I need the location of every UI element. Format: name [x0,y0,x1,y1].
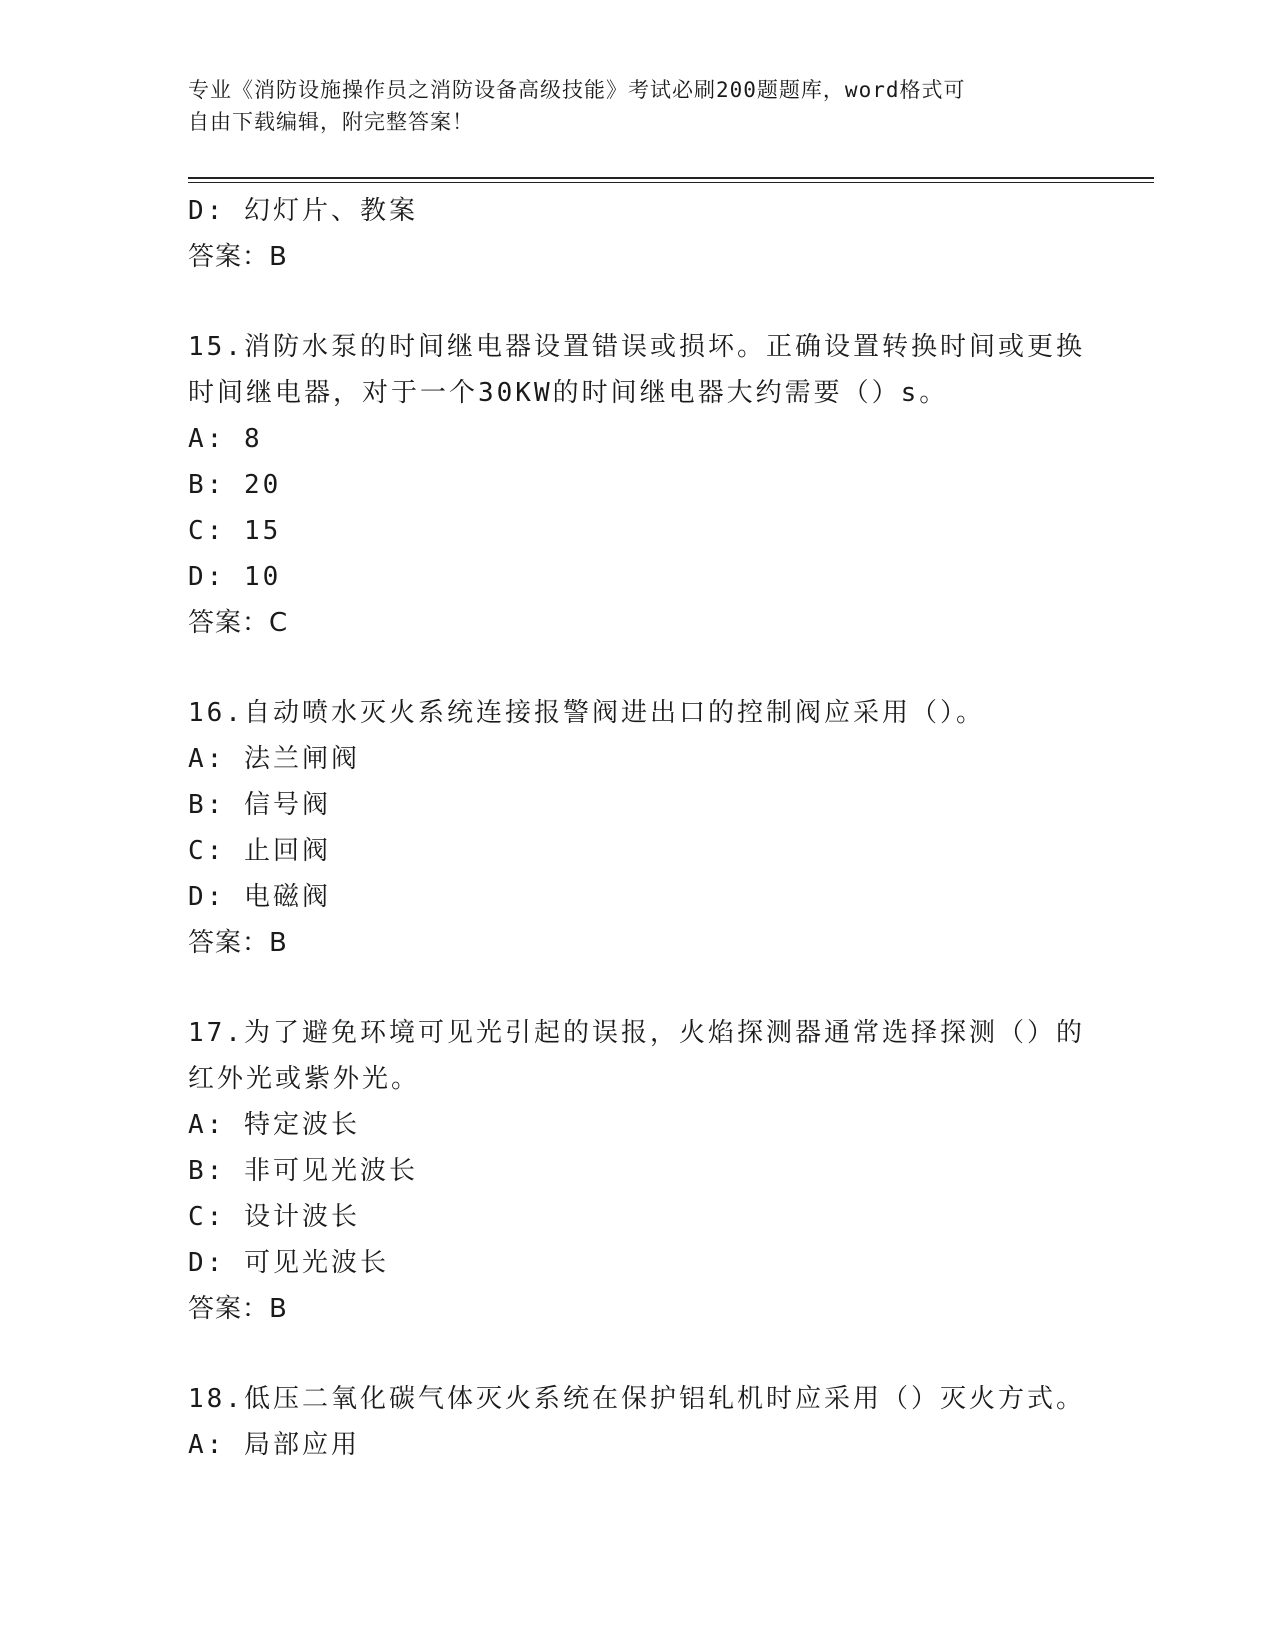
option-c: C: 设计波长 [188,1202,360,1232]
option-a: A: 法兰闸阀 [188,744,360,774]
question-18 [188,1376,1085,1468]
question-stem-line: 时间继电器，对于一个30KW的时间继电器大约需要（）s。 [188,378,949,408]
question-15 [188,324,1085,646]
header-rule-thin [188,182,1154,183]
header-rule-thick [188,177,1154,179]
option-a: A: 特定波长 [188,1110,360,1140]
option-b: B: 20 [188,470,282,500]
option-d: D: 可见光波长 [188,1248,389,1278]
page-header [188,74,1088,138]
answer-line: 答案：C [188,608,289,638]
option-b: B: 信号阀 [188,790,331,820]
header-line-1: 专业《消防设施操作员之消防设备高级技能》考试必刷200题题库，word格式可 [188,78,966,102]
option-a: A: 8 [188,424,263,454]
option-b: B: 非可见光波长 [188,1156,418,1186]
spacer [188,280,1068,324]
question-16 [188,690,1068,966]
question-stem-line: 红外光或紫外光。 [188,1064,421,1094]
spacer [188,966,1068,1010]
answer-line: 答案：B [188,1294,288,1324]
spacer [188,1332,1068,1376]
question-content [188,188,1085,1468]
option-a: A: 局部应用 [188,1430,360,1460]
question-stem-line: 15.消防水泵的时间继电器设置错误或损坏。正确设置转换时间或更换 [188,332,1085,362]
question-17 [188,1010,1085,1332]
header-line-2: 自由下载编辑，附完整答案！ [188,110,474,134]
option-d: D: 幻灯片、教案 [188,196,418,226]
spacer [188,646,1068,690]
option-c: C: 15 [188,516,282,546]
question-stem-line: 16.自动喷水灭火系统连接报警阀进出口的控制阀应采用（）。 [188,698,985,728]
question-stem-line: 18.低压二氧化碳气体灭火系统在保护铝轧机时应采用（）灭火方式。 [188,1384,1085,1414]
answer-line: 答案：B [188,242,288,272]
option-c: C: 止回阀 [188,836,331,866]
option-d: D: 10 [188,562,282,592]
option-d: D: 电磁阀 [188,882,331,912]
question-stem-line: 17.为了避免环境可见光引起的误报，火焰探测器通常选择探测（）的 [188,1018,1085,1048]
answer-line: 答案：B [188,928,288,958]
